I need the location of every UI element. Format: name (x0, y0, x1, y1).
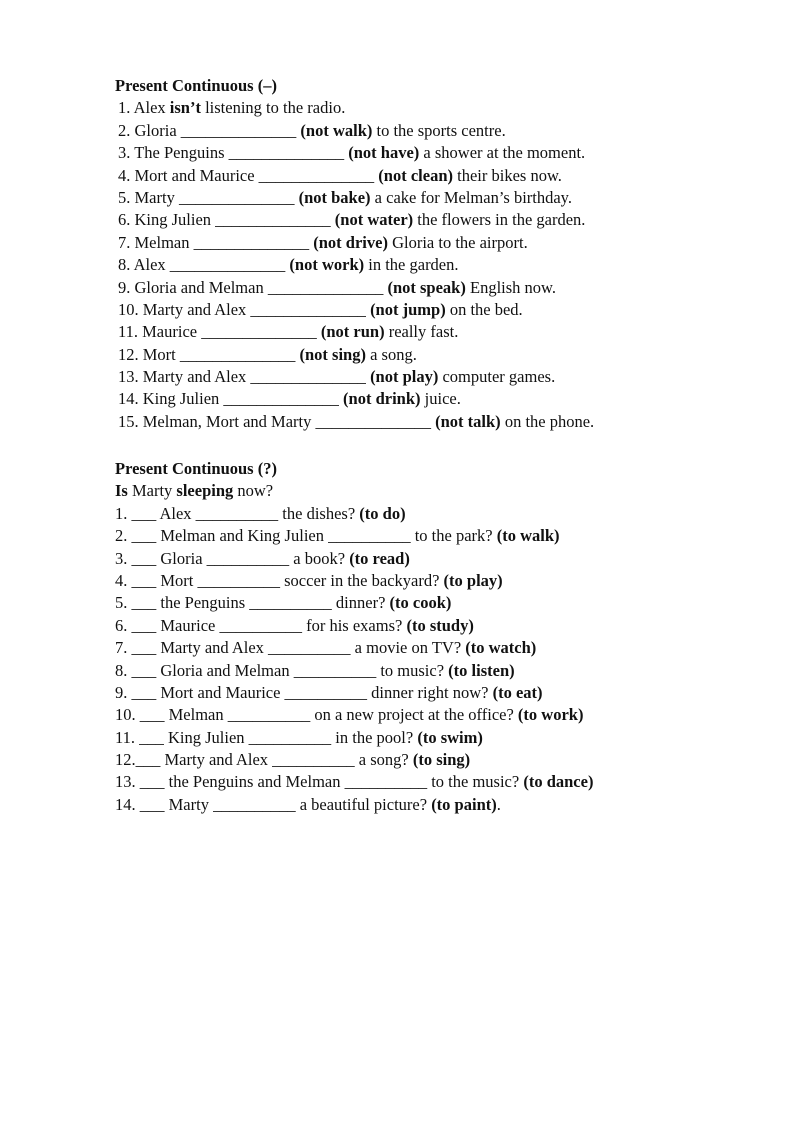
bold-cue: (to paint) (431, 794, 497, 814)
bold-cue: (to study) (406, 615, 474, 635)
sentence-text: on the phone. (500, 411, 595, 431)
exercise-item (115, 344, 594, 366)
bold-cue: (to do) (359, 503, 406, 523)
exercise-lines (115, 97, 594, 433)
bold-cue: (not play) (370, 367, 439, 387)
bold-cue: (not sing) (299, 344, 366, 364)
bold-cue: (to work) (517, 705, 584, 725)
bold-cue: (not jump) (370, 299, 446, 319)
exercise-item (115, 299, 594, 321)
sentence-text: in the garden. (364, 255, 459, 275)
bold-cue: (not bake) (298, 187, 371, 207)
exercise-item (115, 637, 593, 659)
bold-cue: (to walk) (496, 526, 560, 546)
exercise-item (115, 749, 593, 771)
exercise-item (115, 321, 594, 343)
exercise-item (115, 525, 593, 547)
sentence-text: 11. ___ King Julien __________ in the pool? (115, 727, 418, 747)
exercise-item (115, 570, 593, 592)
exercise-lines (115, 480, 593, 816)
exercise-item (115, 366, 594, 388)
sentence-text: 15. Melman, Mort and Marty ______________ (118, 411, 436, 431)
section-heading-question: Present Continuous (?) (115, 459, 277, 478)
sentence-text: 8. ___ Gloria and Melman __________ to music? (115, 660, 449, 680)
question-exercise-section (115, 458, 593, 816)
sentence-text: listening to the radio. (200, 98, 346, 118)
bold-cue: (to read) (349, 548, 410, 568)
bold-cue: isn’t (169, 98, 201, 118)
sentence-text: 13. Marty and Alex ______________ (118, 367, 371, 387)
exercise-item (115, 254, 594, 276)
sentence-text: now? (233, 481, 274, 501)
sentence-text: 1. ___ Alex __________ the dishes? (115, 503, 360, 523)
bold-cue: (not drive) (313, 232, 388, 252)
sentence-text: 3. ___ Gloria __________ a book? (115, 548, 350, 568)
sentence-text: 2. ___ Melman and King Julien __________ to the park? (115, 526, 497, 546)
sentence-text: 10. Marty and Alex ______________ (118, 299, 371, 319)
exercise-item (115, 727, 593, 749)
sentence-text: 4. Mort and Maurice ______________ (118, 165, 379, 185)
bold-cue: (not water) (334, 210, 414, 230)
bold-cue: (not clean) (378, 165, 453, 185)
bold-cue: (not talk) (435, 411, 501, 431)
bold-cue: (to play) (443, 570, 503, 590)
exercise-item (115, 615, 593, 637)
sentence-text: 14. ___ Marty __________ a beautiful picture? (115, 794, 432, 814)
bold-cue: (to dance) (523, 772, 594, 792)
bold-cue: (not speak) (387, 277, 466, 297)
sentence-text: the flowers in the garden. (413, 210, 586, 230)
sentence-text: 2. Gloria ______________ (118, 120, 301, 140)
bold-cue: (not drink) (343, 389, 421, 409)
exercise-item (115, 187, 594, 209)
sentence-text: 5. Marty ______________ (118, 187, 299, 207)
bold-cue: (not walk) (300, 120, 373, 140)
sentence-text: a shower at the moment. (419, 143, 586, 163)
sentence-text: 14. King Julien ______________ (118, 389, 344, 409)
exercise-item (115, 503, 593, 525)
exercise-item (115, 704, 593, 726)
exercise-item (115, 97, 594, 119)
exercise-item (115, 794, 593, 816)
exercise-item (115, 660, 593, 682)
sentence-text: 11. Maurice ______________ (118, 322, 321, 342)
bold-cue: (not work) (289, 255, 365, 275)
sentence-text: 4. ___ Mort __________ soccer in the backyard? (115, 570, 444, 590)
exercise-item (115, 209, 594, 231)
sentence-text: to the sports centre. (372, 120, 506, 140)
sentence-text: really fast. (384, 322, 459, 342)
sentence-text: 10. ___ Melman __________ on a new project at the office? (115, 705, 518, 725)
bold-cue: (to eat) (492, 682, 543, 702)
sentence-text: on the bed. (445, 299, 523, 319)
sentence-text: 3. The Penguins ______________ (118, 143, 349, 163)
sentence-text: 5. ___ the Penguins __________ dinner? (115, 593, 390, 613)
sentence-text: juice. (420, 389, 461, 409)
section-heading-negative: Present Continuous (–) (115, 76, 277, 95)
bold-cue: (to swim) (417, 727, 483, 747)
sentence-text: English now. (465, 277, 556, 297)
sentence-text: 12. Mort ______________ (118, 344, 300, 364)
sentence-text: 9. Gloria and Melman ______________ (118, 277, 388, 297)
exercise-item (115, 771, 593, 793)
exercise-item (115, 411, 594, 433)
bold-cue: (to sing) (412, 750, 471, 770)
exercise-item (115, 548, 593, 570)
sentence-text: Marty (127, 481, 177, 501)
sentence-text: Gloria to the airport. (387, 232, 528, 252)
bold-cue: Is (115, 481, 128, 501)
bold-cue: (to cook) (389, 593, 452, 613)
exercise-item (115, 682, 593, 704)
sentence-text: 13. ___ the Penguins and Melman __________ to the music? (115, 772, 524, 792)
bold-cue: (to watch) (465, 638, 537, 658)
bold-cue: (to listen) (448, 660, 515, 680)
sentence-text: 8. Alex ______________ (118, 255, 290, 275)
negative-exercise-section (115, 75, 594, 433)
sentence-text: . (496, 794, 501, 814)
exercise-item (115, 277, 594, 299)
bold-cue: (not have) (348, 143, 420, 163)
sentence-text: their bikes now. (453, 165, 562, 185)
exercise-item (115, 120, 594, 142)
sentence-text: 7. Melman ______________ (118, 232, 314, 252)
sentence-text: 7. ___ Marty and Alex __________ a movie on TV? (115, 638, 466, 658)
sentence-text: 9. ___ Mort and Maurice __________ dinner right now? (115, 682, 493, 702)
bold-cue: sleeping (176, 481, 234, 501)
exercise-item (115, 142, 594, 164)
sentence-text: 12.___ Marty and Alex __________ a song? (115, 750, 413, 770)
exercise-item (115, 165, 594, 187)
example-sentence (115, 480, 593, 502)
sentence-text: a song. (365, 344, 417, 364)
exercise-item (115, 388, 594, 410)
sentence-text: 6. King Julien ______________ (118, 210, 335, 230)
sentence-text: 1. Alex (118, 98, 170, 118)
exercise-item (115, 592, 593, 614)
sentence-text: a cake for Melman’s birthday. (370, 187, 572, 207)
sentence-text: 6. ___ Maurice __________ for his exams? (115, 615, 407, 635)
exercise-item (115, 232, 594, 254)
sentence-text: computer games. (438, 367, 556, 387)
bold-cue: (not run) (320, 322, 385, 342)
